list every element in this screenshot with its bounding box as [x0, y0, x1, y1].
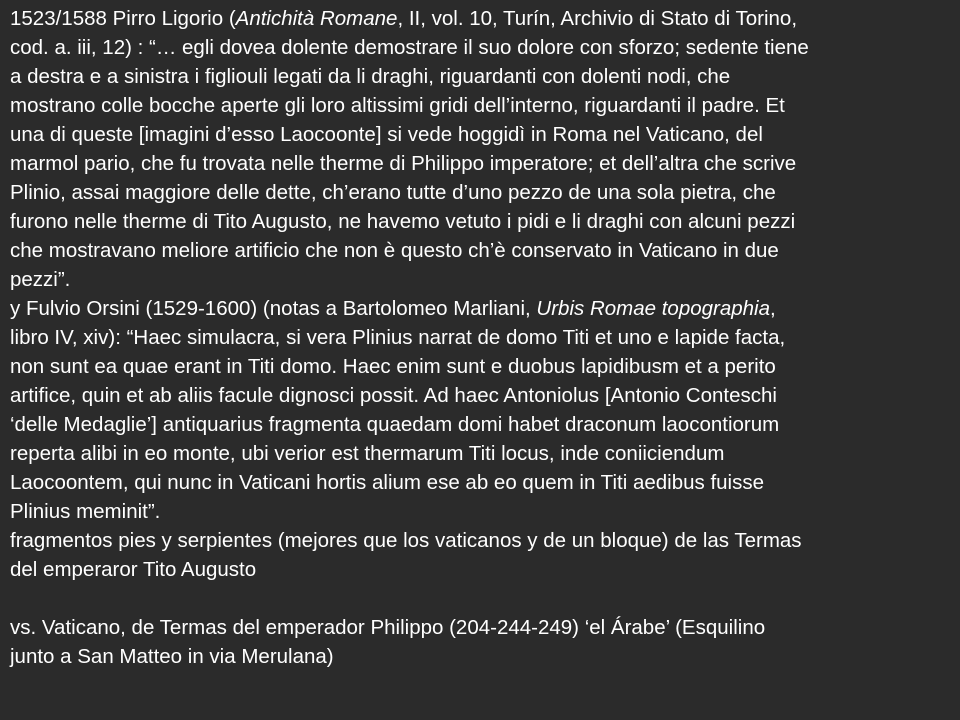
- text-line: marmol pario, che fu trovata nelle therme di Philippo imperatore; et dell’altra che scrive: [10, 152, 797, 175]
- slide-text-block: [10, 4, 955, 671]
- text-line: fragmentos pies y serpientes (mejores que los vaticanos y de un bloque) de las Termas: [10, 529, 802, 552]
- text-line: cod. a. iii, 12) : “… egli dovea dolente demostrare il suo dolore con sforzo; sedente tiene: [10, 36, 809, 59]
- text-line: junto a San Matteo in via Merulana): [10, 645, 334, 668]
- text-line: mostrano colle bocche aperte gli loro altissimi gridi dell’interno, riguardanti il padre. Et: [10, 94, 785, 117]
- text-line: vs. Vaticano, de Termas del emperador Philippo (204-244-249) ‘el Árabe’ (Esquilino: [10, 616, 766, 639]
- text-line: del emperaror Tito Augusto: [10, 558, 257, 581]
- text-line: reperta alibi in eo monte, ubi verior est thermarum Titi locus, inde coniiciendum: [10, 442, 725, 465]
- text-line: [10, 294, 955, 323]
- text-line: pezzi”.: [10, 268, 71, 291]
- text-line: una di queste [imagini d’esso Laocoonte] si vede hoggidì in Roma nel Vaticano, del: [10, 123, 763, 146]
- text-run: , II, vol. 10, Turín, Archivio di Stato di Torino,: [397, 7, 798, 30]
- text-run: 1523/1588 Pirro Ligorio (: [10, 7, 236, 30]
- italic-title-urbis-romae: Urbis Romae topographia: [536, 297, 771, 320]
- text-line: artifice, quin et ab aliis facule dignosci possit. Ad haec Antoniolus [Antonio Conteschi: [10, 384, 777, 407]
- blank-line: [10, 584, 955, 613]
- text-line: ‘delle Medaglie’] antiquarius fragmenta quaedam domi habet draconum laocontiorum: [10, 413, 780, 436]
- text-line: Plinio, assai maggiore delle dette, ch’erano tutte d’uno pezzo de una sola pietra, che: [10, 181, 776, 204]
- text-line: a destra e a sinistra i figliouli legati da li draghi, riguardanti con dolenti nodi, che: [10, 65, 731, 88]
- text-line: che mostravano meliore artificio che non è questo ch’è conservato in Vaticano in due: [10, 239, 779, 262]
- text-line: [10, 4, 955, 33]
- text-line: Plinius meminit”.: [10, 500, 161, 523]
- text-line: non sunt ea quae erant in Titi domo. Haec enim sunt e duobus lapidibusm et a perito: [10, 355, 776, 378]
- text-line: Laocoontem, qui nunc in Vaticani hortis alium ese ab eo quem in Titi aedibus fuisse: [10, 471, 765, 494]
- text-run: ,: [770, 297, 776, 320]
- text-run: y Fulvio Orsini (1529-1600) (notas a Bartolomeo Marliani,: [10, 297, 537, 320]
- text-line: furono nelle therme di Tito Augusto, ne havemo vetuto i pidi e li draghi con alcuni pezzi: [10, 210, 796, 233]
- text-line: libro IV, xiv): “Haec simulacra, si vera Plinius narrat de domo Titi et uno e lapide facta,: [10, 326, 786, 349]
- italic-title-antichita-romane: Antichità Romane: [235, 7, 398, 30]
